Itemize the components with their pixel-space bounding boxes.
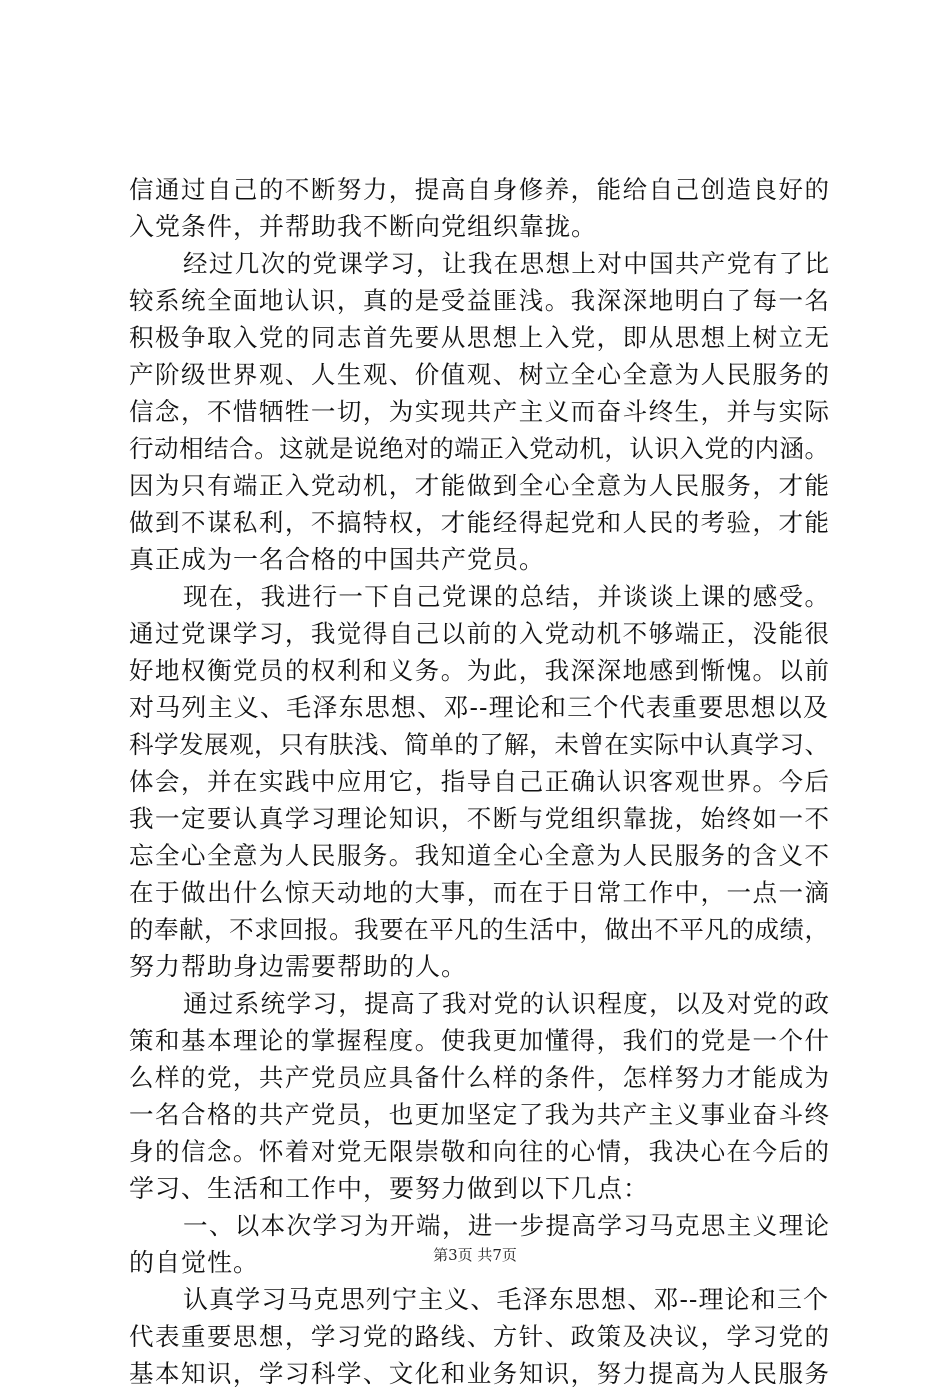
text-line: 基本知识，学习科学、文化和业务知识，努力提高为人民服务: [129, 1359, 829, 1388]
text-line: 科学发展观，只有肤浅、简单的了解，未曾在实际中认真学习、: [129, 730, 829, 759]
text-line: 行动相结合。这就是说绝对的端正入党动机，认识入党的内涵。: [129, 434, 829, 463]
text-line: 信念，不惜牺牲一切，为实现共产主义而奋斗终生，并与实际: [129, 397, 829, 426]
text-line: 的自觉性。: [129, 1248, 260, 1277]
text-line: 么样的党，共产党员应具备什么样的条件，怎样努力才能成为: [129, 1063, 829, 1092]
text-line: 较系统全面地认识，真的是受益匪浅。我深深地明白了每一名: [129, 286, 829, 315]
text-line: 产阶级世界观、人生观、价值观、树立全心全意为人民服务的: [129, 360, 829, 389]
text-line: 一、以本次学习为开端，进一步提高学习马克思主义理论: [183, 1211, 829, 1240]
text-line: 好地权衡党员的权利和义务。为此，我深深地感到惭愧。以前: [129, 656, 829, 685]
text-line: 学习、生活和工作中，要努力做到以下几点：: [129, 1174, 650, 1203]
text-line: 我一定要认真学习理论知识，不断与党组织靠拢，始终如一不: [129, 804, 829, 833]
text-line: 对马列主义、毛泽东思想、邓--理论和三个代表重要思想以及: [129, 693, 829, 722]
text-line: 一名合格的共产党员，也更加坚定了我为共产主义事业奋斗终: [129, 1100, 829, 1129]
text-line: 做到不谋私利，不搞特权，才能经得起党和人民的考验，才能: [129, 508, 829, 537]
document-body: [129, 171, 829, 1392]
text-line: 的奉献，不求回报。我要在平凡的生活中，做出不平凡的成绩，: [129, 915, 829, 944]
text-line: 经过几次的党课学习，让我在思想上对中国共产党有了比: [183, 249, 829, 278]
text-line: 策和基本理论的掌握程度。使我更加懂得，我们的党是一个什: [129, 1026, 829, 1055]
text-line: 努力帮助身边需要帮助的人。: [129, 952, 468, 981]
text-line: 通过系统学习，提高了我对党的认识程度，以及对党的政: [183, 989, 829, 1018]
page-footer: 第3页 共7页: [433, 1246, 517, 1264]
text-line: 体会，并在实践中应用它，指导自己正确认识客观世界。今后: [129, 767, 829, 796]
text-line: 信通过自己的不断努力，提高自身修养，能给自己创造良好的: [129, 175, 829, 204]
text-line: 在于做出什么惊天动地的大事，而在于日常工作中，一点一滴: [129, 878, 829, 907]
text-line: 认真学习马克思列宁主义、毛泽东思想、邓--理论和三个: [183, 1285, 829, 1314]
text-line: 身的信念。怀着对党无限崇敬和向往的心情，我决心在今后的: [129, 1137, 829, 1166]
text-line: 通过党课学习，我觉得自己以前的入党动机不够端正，没能很: [129, 619, 829, 648]
text-line: 真正成为一名合格的中国共产党员。: [129, 545, 546, 574]
text-line: 积极争取入党的同志首先要从思想上入党，即从思想上树立无: [129, 323, 829, 352]
text-line: 忘全心全意为人民服务。我知道全心全意为人民服务的含义不: [129, 841, 829, 870]
text-line: 入党条件，并帮助我不断向党组织靠拢。: [129, 212, 598, 241]
text-line: 现在，我进行一下自己党课的总结，并谈谈上课的感受。: [183, 582, 829, 611]
text-line: 代表重要思想，学习党的路线、方针、政策及决议，学习党的: [129, 1322, 829, 1351]
text-line: 因为只有端正入党动机，才能做到全心全意为人民服务，才能: [129, 471, 829, 500]
